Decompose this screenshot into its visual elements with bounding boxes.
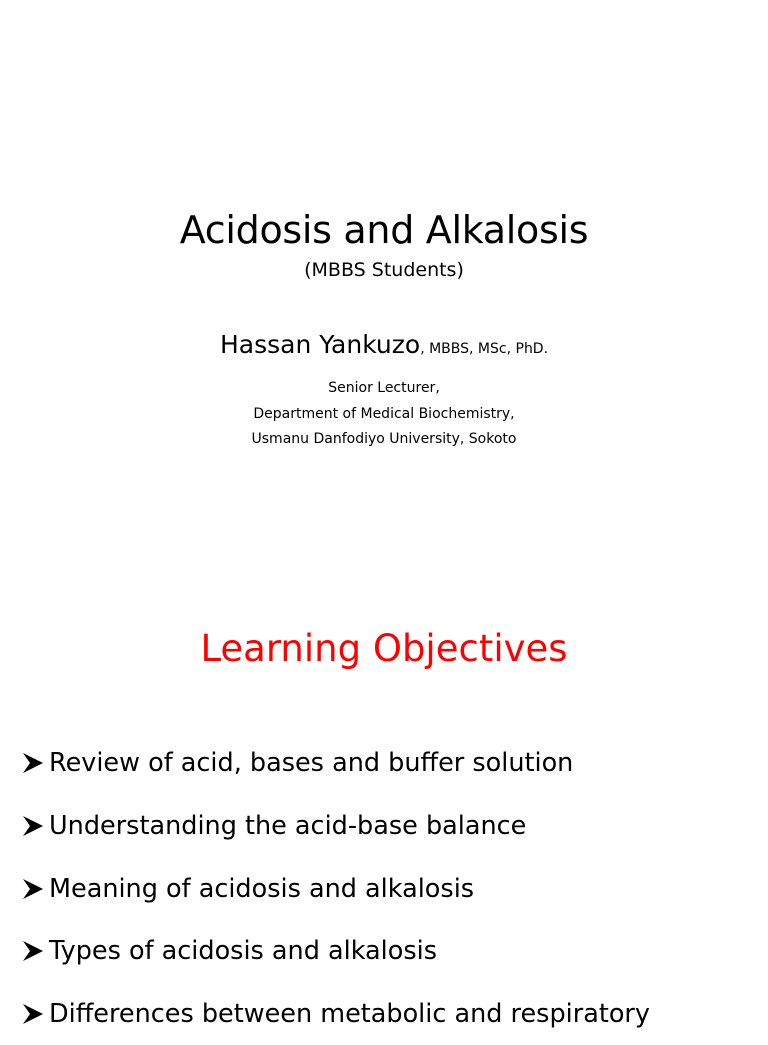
presentation-subtitle: (MBBS Students) (304, 259, 464, 281)
arrow-bullet-icon (20, 876, 46, 902)
list-item (20, 857, 760, 920)
arrow-bullet-icon (20, 813, 46, 839)
list-item (20, 920, 760, 983)
objective-text: Understanding the acid-base balance (49, 811, 527, 842)
arrow-bullet-icon (20, 750, 46, 776)
list-item (20, 795, 760, 858)
presentation-title: Acidosis and Alkalosis (179, 208, 589, 252)
affiliation-line: Senior Lecturer, (328, 380, 440, 396)
objective-text: Differences between metabolic and respiratory (49, 999, 650, 1030)
objective-text: Review of acid, bases and buffer solution (49, 748, 574, 779)
learning-objectives-heading: Learning Objectives (200, 627, 568, 670)
author-line (0, 327, 768, 367)
author-affiliation (0, 376, 768, 453)
author-name: Hassan Yankuzo (219, 330, 421, 359)
objectives-list (20, 732, 760, 1045)
affiliation-line: Department of Medical Biochemistry, (253, 405, 515, 422)
affiliation-line: Usmanu Danfodiyo University, Sokoto (251, 431, 517, 447)
arrow-bullet-icon (20, 1001, 46, 1027)
list-item (20, 732, 760, 795)
author-degrees: , MBBS, MSc, PhD. (420, 341, 549, 357)
objective-text: Meaning of acidosis and alkalosis (49, 873, 475, 904)
arrow-bullet-icon (20, 938, 46, 964)
objective-text: Types of acidosis and alkalosis (49, 936, 438, 967)
list-item (20, 983, 760, 1045)
